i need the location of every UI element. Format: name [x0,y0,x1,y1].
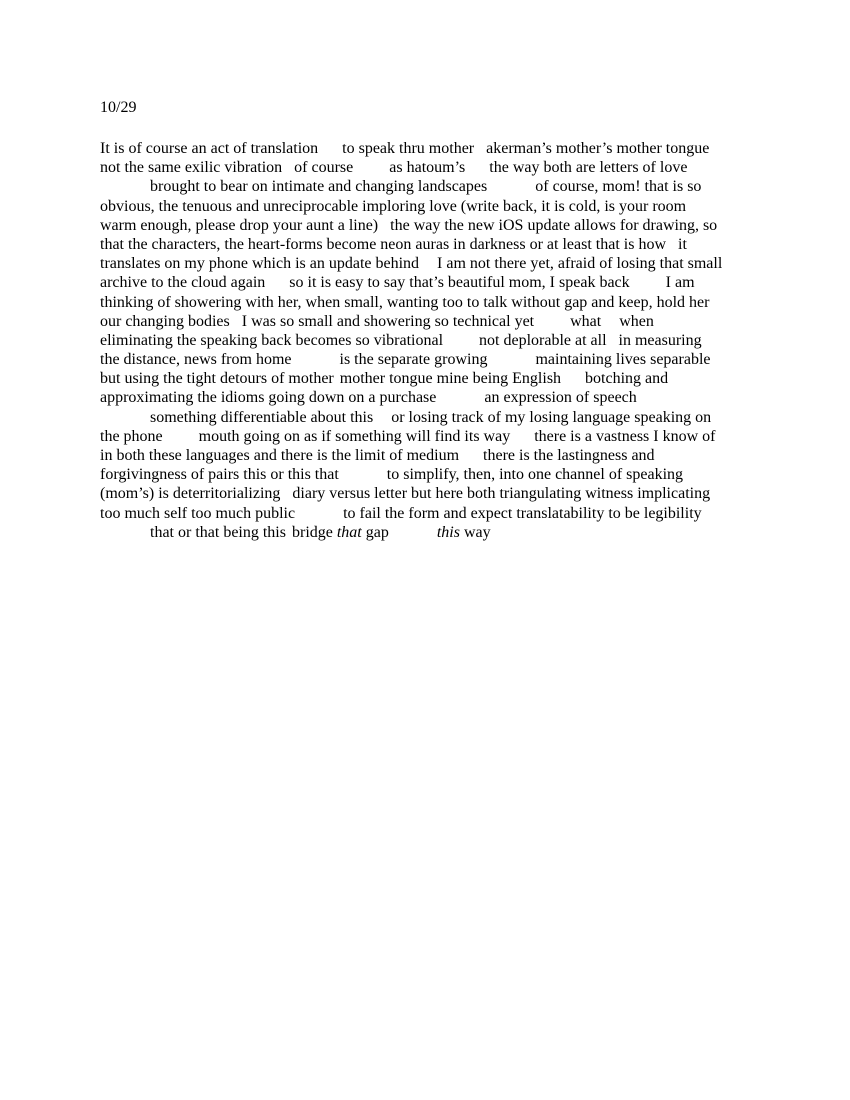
poem-line-12 [100,350,760,369]
line-2-segment-4: the way both are letters of love [489,159,688,177]
line-1-segment-2: to speak thru mother [342,140,475,157]
poem-line-4 [100,197,760,216]
line-14-segment-1: approximating the idioms going down on a purchase [100,389,437,407]
poem-line-2 [100,158,760,177]
line-4-segment-1: obvious, the tenuous and unreciprocable imploring love (write back, it is cold, is your room [100,197,687,215]
poem-line-16 [100,427,760,446]
poem-line-9 [100,293,760,312]
line-10-segment-3: what [570,312,602,330]
line-15-segment-1: something differentiable about this [150,408,374,426]
poem-line-8 [100,273,760,292]
line-18-segment-1: forgivingness of pairs this or this that [100,466,339,484]
line-3-segment-1: brought to bear on intimate and changing landscapes [150,178,488,196]
line-16-segment-1: the phone [100,427,163,445]
line-11-segment-1: eliminating the speaking back becomes so vibrational [100,331,444,349]
line-9-segment-1: thinking of showering with her, when small, wanting too to talk without gap and keep, hold her [100,293,710,311]
line-20-segment-1: too much self too much public [100,504,296,522]
poem-line-21 [100,523,760,542]
italic-word-this: this [436,523,460,541]
poem-line-15 [100,408,760,427]
line-8-segment-1: archive to the cloud again [100,274,266,292]
line-2-segment-2: of course [294,159,354,177]
line-3-segment-2: of course, mom! that is so [535,178,702,196]
poem-line-19 [100,484,760,503]
line-21-segment-4: gap [361,523,389,541]
poem-line-3 [100,177,760,196]
line-5-segment-1: warm enough, please drop your aunt a line) [100,216,379,234]
line-12-segment-1: the distance, news from home [100,351,292,369]
line-11-segment-3: in measuring [618,331,702,349]
poem-line-1 [100,139,760,158]
poem-line-20 [100,504,760,523]
poem-line-18 [100,465,760,484]
line-12-segment-3: maintaining lives separable [535,351,711,369]
italic-word-that: that [336,523,362,541]
line-2-segment-3: as hatoum’s [389,159,466,177]
line-5-segment-2: the way the new iOS update allows for drawing, so [390,216,718,234]
line-19-segment-2: diary versus letter but here both triangulating witness implicating [292,485,711,503]
line-8-segment-3: I am [665,274,695,292]
entry-date: 10/29 [100,99,137,116]
line-17-segment-2: there is the lastingness and [483,447,655,464]
line-11-segment-2: not deplorable at all [479,331,607,349]
poem-line-5 [100,216,760,235]
line-18-segment-2: to simplify, then, into one channel of speaking [386,466,684,484]
line-13-segment-3: botching and [585,370,669,388]
line-1-segment-3: akerman’s mother’s mother tongue [486,140,710,157]
line-19-segment-1: (mom’s) is deterritorializing [100,485,281,503]
line-15-segment-2: or losing track of my losing language speaking on [391,408,712,426]
poem-line-6 [100,235,760,254]
line-16-segment-3: there is a vastness I know of [534,427,716,445]
poem-line-13 [100,369,760,388]
line-16-segment-2: mouth going on as if something will find its way [198,427,511,445]
line-6-segment-1: that the characters, the heart-forms become neon auras in darkness or at least that is how [100,235,667,253]
line-10-segment-1: our changing bodies [100,312,230,330]
poem-line-14 [100,388,760,407]
line-7-segment-1: translates on my phone which is an update behind [100,255,420,273]
poem-line-17 [100,446,760,465]
poem-body [100,139,760,542]
line-12-segment-2: is the separate growing [339,351,488,369]
line-7-segment-2: I am not there yet, afraid of losing that small [437,255,723,273]
line-21-segment-6: way [459,523,491,541]
line-6-segment-2: it [678,235,687,253]
line-20-segment-2: to fail the form and expect translatability to be legibility [343,504,702,522]
poem-line-11 [100,331,760,350]
poem-line-10 [100,312,760,331]
line-13-segment-2: mother tongue mine being English [339,370,562,388]
line-1-segment-1: It is of course an act of translation [100,140,319,157]
line-14-segment-2: an expression of speech [484,389,637,407]
line-13-segment-1: but using the tight detours of mother [100,370,334,388]
line-2-segment-1: not the same exilic vibration [100,159,283,177]
line-17-segment-1: in both these languages and there is the limit of medium [100,447,460,464]
line-21-segment-1: that or that being this [150,523,286,541]
line-10-segment-2: I was so small and showering so technical yet [241,312,535,330]
poem-line-7 [100,254,760,273]
line-8-segment-2: so it is easy to say that’s beautiful mom, I speak back [289,274,630,292]
line-21-segment-2: bridge [291,523,337,541]
line-10-segment-4: when [619,312,654,330]
